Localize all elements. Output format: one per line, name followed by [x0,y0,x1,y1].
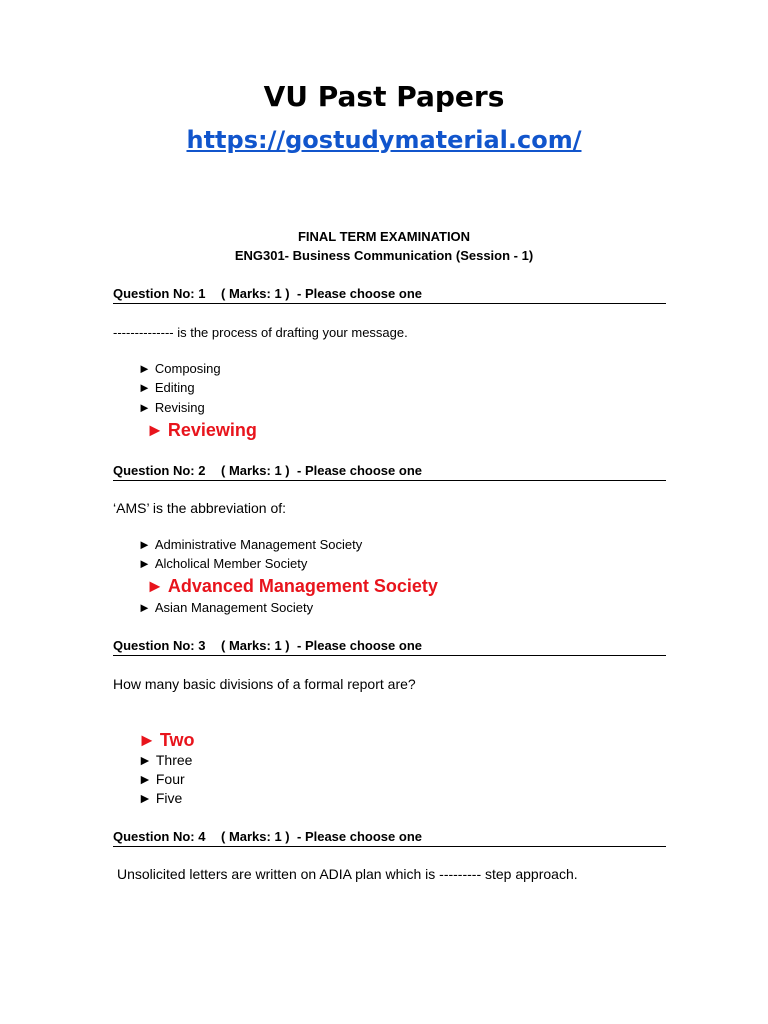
question-number: Question No: 2 [113,463,206,478]
question-instruction: - Please choose one [297,829,422,844]
question-4-header [113,829,666,847]
question-instruction: - Please choose one [297,286,422,301]
question-4-text: Unsolicited letters are written on ADIA plan which is --------- step approach. [117,866,578,882]
question-marks: ( Marks: 1 ) [221,463,290,478]
question-instruction: - Please choose one [297,638,422,653]
option-label: Four [155,771,185,787]
arrow-icon: ► [146,576,164,596]
option-label: Administrative Management Society [154,537,363,552]
question-2-header [113,463,666,481]
option-label: Two [159,730,195,750]
question-3-option-a-correct[interactable] [138,730,194,751]
arrow-icon: ► [138,400,151,415]
option-label: Composing [154,361,221,376]
option-label: Three [155,752,193,768]
question-3-header [113,638,666,656]
arrow-icon: ► [138,556,151,571]
option-label: Reviewing [167,420,257,440]
site-title: VU Past Papers [263,80,505,113]
question-marks: ( Marks: 1 ) [221,638,290,653]
question-instruction: - Please choose one [297,463,422,478]
exam-title: FINAL TERM EXAMINATION [297,229,471,244]
arrow-icon: ► [146,420,164,440]
option-label: Asian Management Society [154,600,314,615]
question-1-option-b[interactable] [138,380,195,395]
question-1-text: -------------- is the process of drafting your message. [113,325,408,340]
question-3-text: How many basic divisions of a formal report are? [113,676,416,692]
arrow-icon: ► [138,380,151,395]
option-label: Editing [154,380,195,395]
question-number: Question No: 1 [113,286,206,301]
question-marks: ( Marks: 1 ) [221,286,290,301]
question-1-header [113,286,666,304]
question-2-text: ‘AMS’ is the abbreviation of: [113,500,287,516]
question-marks: ( Marks: 1 ) [221,829,290,844]
exam-subtitle: ENG301- Business Communication (Session - 1) [234,248,534,263]
question-number: Question No: 3 [113,638,206,653]
question-1-option-d-correct[interactable] [146,420,257,441]
question-1-option-a[interactable] [138,361,221,376]
arrow-icon: ► [138,600,151,615]
option-label: Alcholical Member Society [154,556,308,571]
question-3-option-d[interactable] [138,790,182,806]
arrow-icon: ► [138,752,152,768]
arrow-icon: ► [138,361,151,376]
arrow-icon: ► [138,771,152,787]
question-number: Question No: 4 [113,829,206,844]
option-label: Advanced Management Society [167,576,438,596]
question-2-option-d[interactable] [138,600,313,615]
arrow-icon: ► [138,790,152,806]
question-3-option-b[interactable] [138,752,192,768]
question-2-option-b[interactable] [138,556,307,571]
question-2-option-a[interactable] [138,537,362,552]
site-url-link[interactable]: https://gostudymaterial.com/ [186,126,582,154]
question-3-option-c[interactable] [138,771,185,787]
arrow-icon: ► [138,537,151,552]
arrow-icon: ► [138,730,156,750]
question-1-option-c[interactable] [138,400,205,415]
option-label: Five [155,790,183,806]
option-label: Revising [154,400,205,415]
question-2-option-c-correct[interactable] [146,576,438,597]
